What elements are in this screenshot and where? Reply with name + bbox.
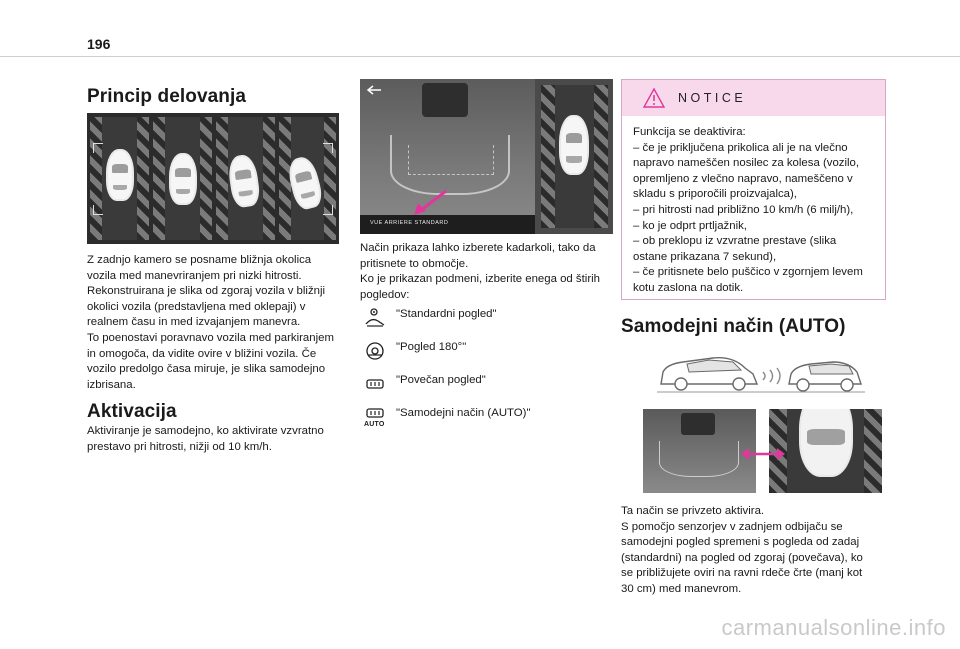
standard-view-icon bbox=[364, 307, 386, 329]
back-arrow-icon[interactable] bbox=[366, 83, 382, 95]
figure-view-switch bbox=[643, 409, 883, 493]
figure-side-view bbox=[653, 352, 868, 394]
paragraph-aktivacija: Aktiviranje je samodejno, ko aktivirate vzvratno prestavo pri hitrosti, nižji od 10 km/h. bbox=[87, 425, 324, 453]
list-item[interactable] bbox=[360, 307, 613, 338]
view-label: "Povečan pogled" bbox=[396, 374, 486, 386]
page-number: 196 bbox=[87, 36, 111, 52]
panel-4 bbox=[279, 117, 336, 240]
topview-panel bbox=[541, 85, 608, 228]
notice-box bbox=[621, 79, 886, 300]
auto-badge: AUTO bbox=[364, 421, 385, 428]
view-label: "Samodejni način (AUTO)" bbox=[396, 407, 531, 419]
double-arrow-icon bbox=[739, 447, 787, 461]
notice-text: Funkcija se deaktivira: – če je priključena prikolica ali je na vlečno napravo nameščen nosilec za kolesa (vozilo, opremljeno z vlečno napravo, nameščeno v skladu s priporočili proizvajalca), – pri hitrosti nad približno 10 km/h (6 milj/h), – ko je odprt prtljažnik, – ob preklopu iz vzvratne prestave (slika ostane prikazana 7 sekund), – če pritisnete belo puščico v zgornjem levem kotu zaslona na dotik. bbox=[633, 126, 863, 294]
car-icon bbox=[559, 115, 589, 175]
paragraph-auto-mode: Ta način se privzeto aktivira. S pomočjo senzorjev v zadnjem odbijaču se samodejni pogled spremeni s pogleda od zadaj (standardni) na pogled od zgoraj (povečava), ko se približujete oviri na ravni rdeče črte (manj kot 30 cm) med manevrom. bbox=[621, 505, 863, 595]
notice-header bbox=[622, 80, 885, 116]
list-item[interactable] bbox=[360, 373, 613, 404]
car-icon bbox=[227, 153, 262, 208]
paragraph-princip: Z zadnjo kamero se posname bližnja okolica vozila med manevriranjem pri nizki hitrosti. Rekonstruirana je slika od zgoraj vozila v bližnji okolici vozila (predstavljena med oklepaji) v realnem času in med izvajanjem manevra. To poenostavi poravnavo vozila med parkiranjem in omogoča, da vidite ovire v bližini vozila. Če vozilo predolgo časa miruje, je slika samodejno izbrisana. bbox=[87, 254, 334, 391]
view-label: "Pogled 180°" bbox=[396, 341, 467, 353]
screen-view-label[interactable]: VUE ARRIERE STANDARD bbox=[370, 220, 449, 226]
view-mode-list bbox=[360, 307, 613, 437]
pink-arrow-icon bbox=[412, 189, 448, 217]
top-rule bbox=[0, 56, 960, 57]
heading-aktivacija: Aktivacija bbox=[87, 401, 177, 422]
figure-topview-sequence bbox=[87, 113, 339, 244]
figure-camera-screen bbox=[360, 79, 613, 234]
view-label: "Standardni pogled" bbox=[396, 308, 497, 320]
warning-icon bbox=[643, 88, 665, 108]
list-item[interactable] bbox=[360, 340, 613, 371]
parking-side-illustration bbox=[653, 352, 868, 394]
zoom-view-icon bbox=[364, 373, 386, 395]
heading-princip-delovanja: Princip delovanja bbox=[87, 86, 247, 107]
panel-2 bbox=[153, 117, 212, 240]
heading-samodejni-nacin: Samodejni način (AUTO) bbox=[621, 316, 846, 337]
notice-title: NOTICE bbox=[678, 91, 747, 105]
paragraph-view-select: Način prikaza lahko izberete kadarkoli, tako da pritisnete to območje. Ko je prikazan podmeni, izberite enega od štirih pogledov: bbox=[360, 242, 600, 301]
car-icon bbox=[169, 153, 197, 205]
panel-1 bbox=[90, 117, 149, 240]
watermark: carmanualsonline.info bbox=[721, 615, 946, 640]
car-icon bbox=[106, 149, 134, 201]
panel-3 bbox=[216, 117, 275, 240]
car-icon bbox=[285, 154, 325, 211]
list-item[interactable] bbox=[360, 406, 613, 437]
view-180-icon bbox=[364, 340, 386, 362]
